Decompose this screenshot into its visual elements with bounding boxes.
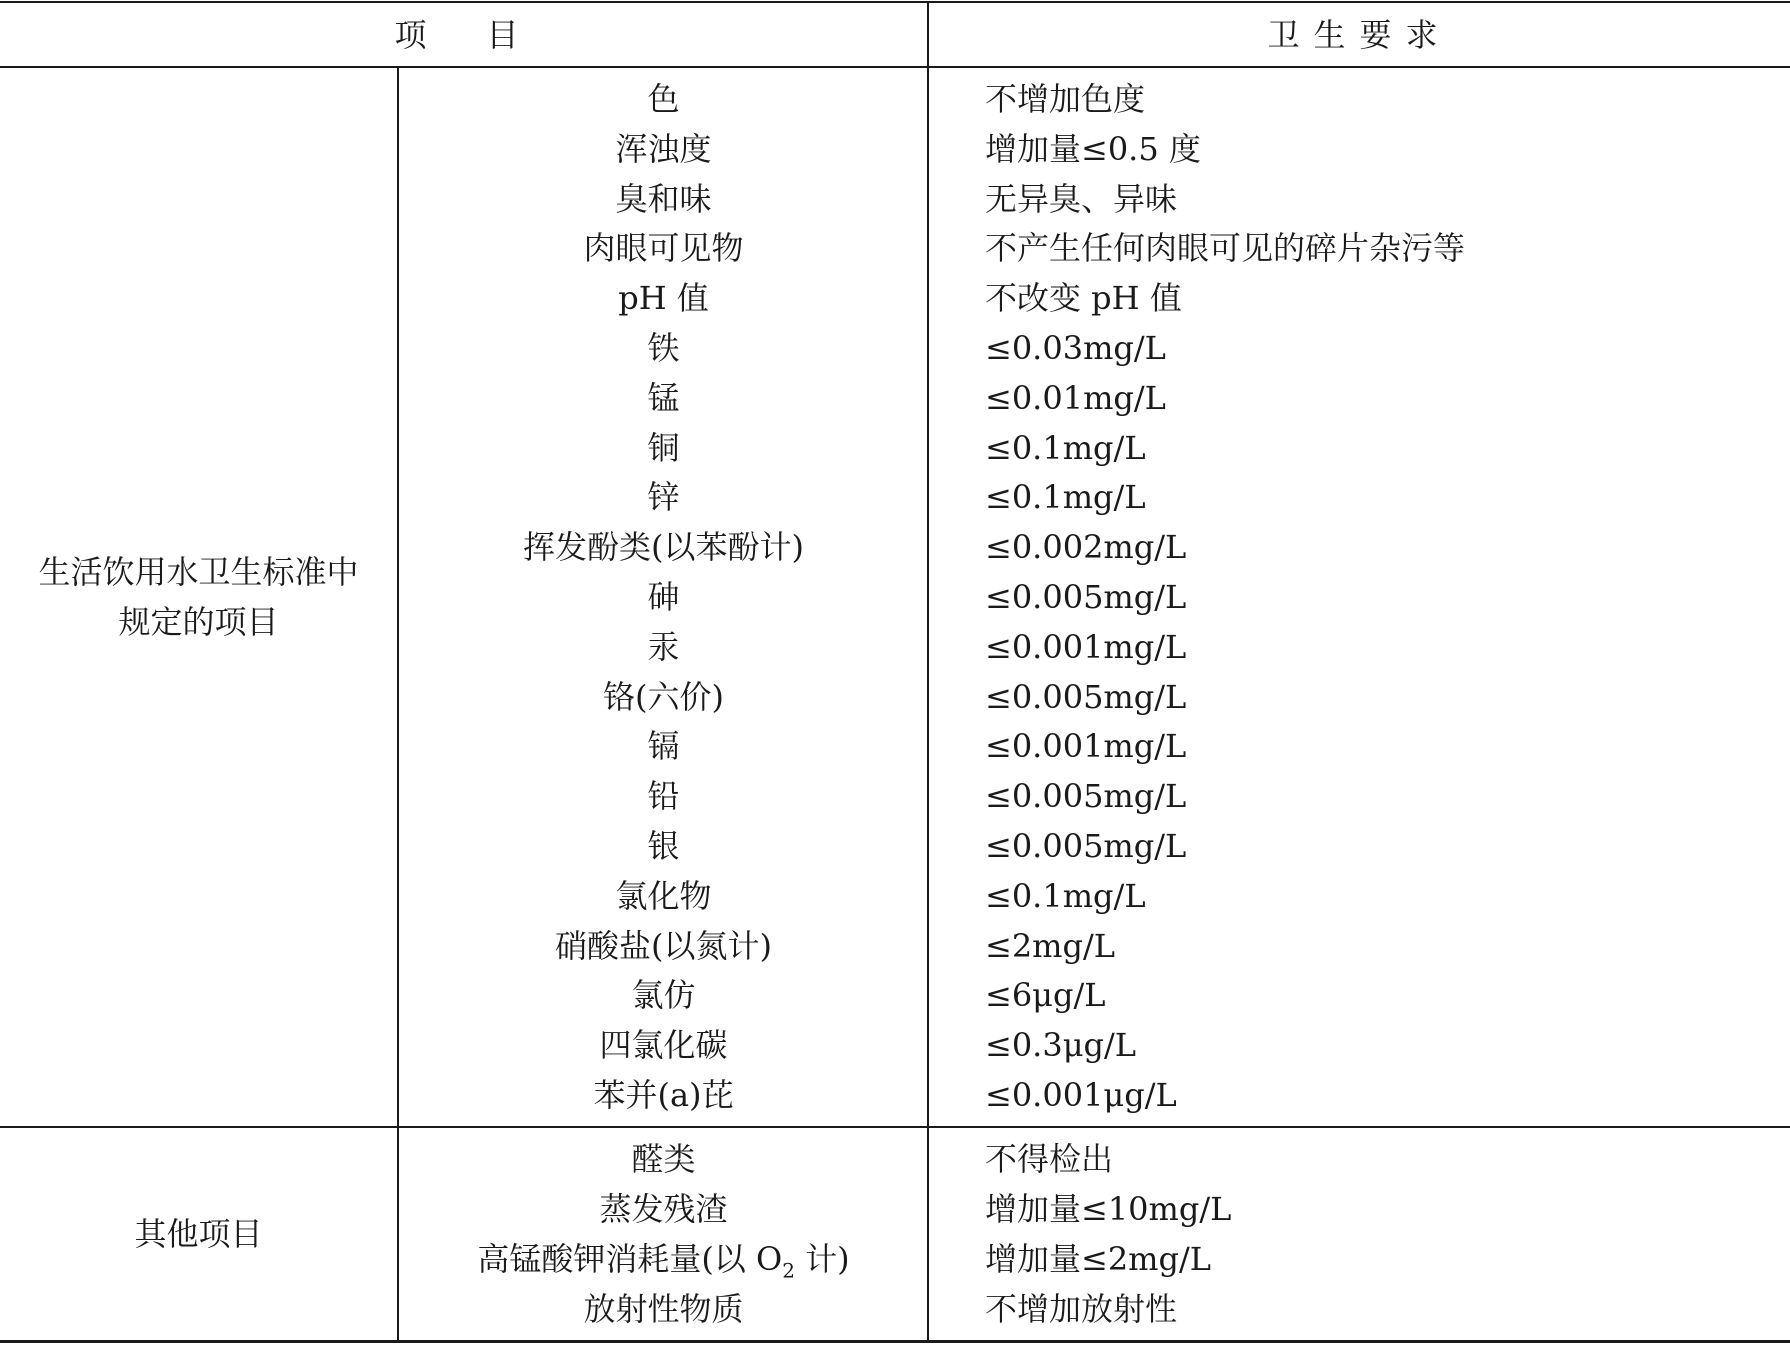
item-cell: 铅 [647,777,680,816]
table-bottom-rule [0,1340,1790,1343]
requirement-cell: ≤2mg/L [985,926,1116,965]
category-line-2: 规定的项目 [118,603,279,641]
item-cell: 蒸发残渣 [599,1190,728,1228]
item-cell: 挥发酚类(以苯酚计) [523,528,804,567]
requirement-cell: ≤0.03mg/L [985,328,1166,367]
item-cell: 砷 [647,577,680,616]
item-cell: 苯并(a)芘 [593,1075,734,1114]
header-item-column [0,0,927,66]
subscript: 2 [782,1258,795,1283]
requirement-cell: ≤0.3μg/L [985,1026,1137,1065]
requirement-cell: 不改变 pH 值 [985,279,1182,318]
requirement-cell: ≤0.1mg/L [985,478,1146,517]
requirement-cell: ≤0.005mg/L [985,677,1187,716]
item-cell: 汞 [647,627,680,666]
requirement-cell: ≤0.002mg/L [985,528,1187,567]
item-cell: 铁 [647,328,680,367]
requirement-cell: ≤0.001μg/L [985,1075,1177,1114]
category-other-items [0,1128,397,1340]
requirement-cell: 无异臭、异味 [985,179,1178,218]
item-cell: 锌 [647,478,680,517]
requirement-cell: ≤0.1mg/L [985,876,1146,915]
group2-items [399,1134,928,1334]
item-cell: 氯化物 [615,876,712,915]
item-cell: 硝酸盐(以氮计) [555,926,772,965]
requirement-cell: 不产生任何肉眼可见的碎片杂污等 [985,229,1466,268]
item-cell: 醛类 [631,1140,696,1178]
group1-items [399,75,928,1121]
item-cell: 放射性物质 [583,1290,744,1328]
item-cell: 肉眼可见物 [583,229,744,268]
requirement-cell: ≤0.001mg/L [985,627,1187,666]
requirement-cell: ≤0.005mg/L [985,777,1187,816]
group1-requirements [985,75,1775,1121]
item-cell: 四氯化碳 [599,1026,728,1065]
item-cell: 铬(六价) [603,677,724,716]
header-requirement-label: 卫生要求 [1267,16,1452,54]
item-cell: 银 [647,826,680,865]
item-cell: 氯仿 [631,976,696,1015]
group2-requirements [985,1134,1775,1334]
item-text-tail: 计) [794,1240,850,1278]
requirement-cell: ≤0.01mg/L [985,378,1166,417]
category-drinking-water-standard [0,68,397,1126]
requirement-cell: 不得检出 [985,1140,1114,1178]
requirement-cell: 增加量≤0.5 度 [985,129,1201,168]
category-line-1: 生活饮用水卫生标准中 [38,553,359,591]
category-label: 其他项目 [134,1215,263,1253]
item-cell: 色 [647,80,680,118]
item-cell: pH 值 [618,279,709,318]
requirement-cell: ≤0.001mg/L [985,727,1187,766]
requirement-cell: ≤0.005mg/L [985,577,1187,616]
item-text: 高锰酸钾消耗量(以 O [477,1240,783,1278]
requirement-cell: 不增加色度 [985,80,1146,118]
requirement-cell: ≤6μg/L [985,976,1106,1015]
header-requirement-column [929,0,1790,66]
item-cell: 锰 [647,378,680,417]
requirement-cell: ≤0.005mg/L [985,826,1187,865]
requirement-cell: 不增加放射性 [985,1290,1178,1328]
item-cell: 镉 [647,727,680,766]
header-item-label: 项 目 [394,16,533,54]
item-cell: 臭和味 [615,179,712,218]
item-cell [399,1234,928,1284]
requirement-cell: 增加量≤2mg/L [985,1240,1212,1278]
requirement-cell: ≤0.1mg/L [985,428,1146,467]
item-cell: 铜 [647,428,680,467]
requirement-cell: 增加量≤10mg/L [985,1190,1232,1228]
item-cell: 浑浊度 [615,129,712,168]
